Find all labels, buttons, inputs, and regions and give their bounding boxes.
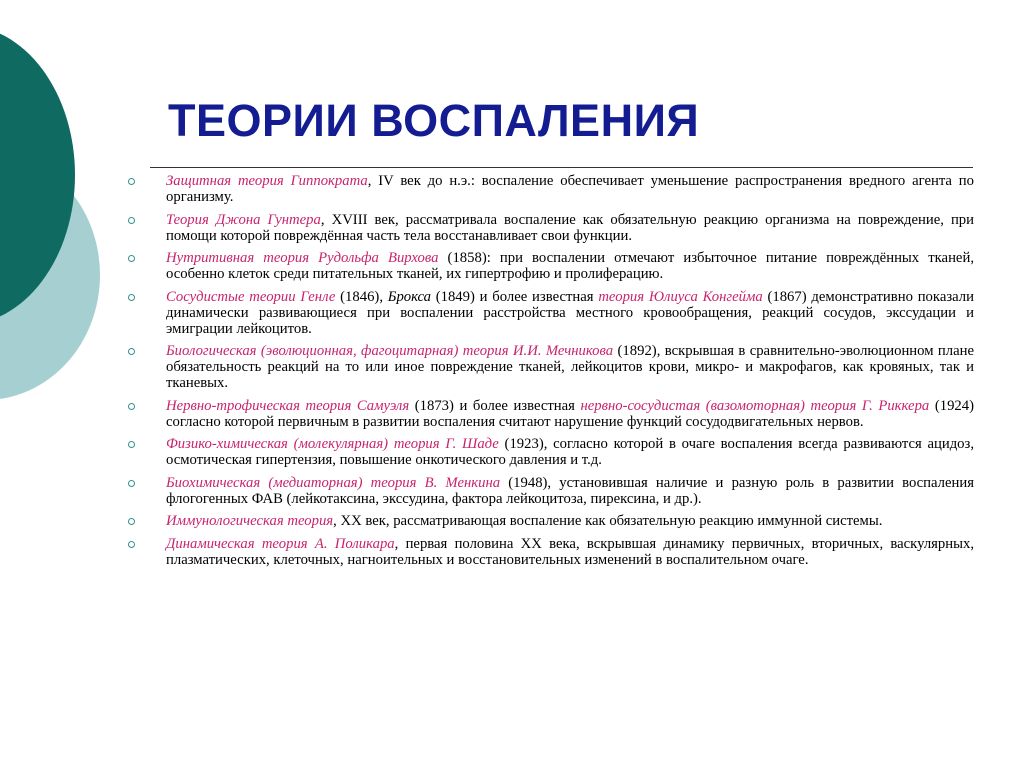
theory-description: (1892), вскрывшая в сравнительно-эволюционном плане обязательность реакций на то или иное повреждение тканей, лейкоцитов крови, микро- и макрофагов, как кровяных, так и тканевых. <box>166 343 975 391</box>
list-item <box>128 436 974 468</box>
bullet-icon <box>128 541 135 548</box>
bullet-icon <box>128 403 135 410</box>
theory-description: , первая половина XX века, вскрывшая динамику первичных, вторичных, васкулярных, плазматических, клеточных, нагноительных и восстановительных изменений в воспалительном очаге. <box>166 535 974 568</box>
bullet-icon <box>128 255 135 262</box>
list-item <box>128 289 974 337</box>
theory-description: , XVIII век, рассматривала воспаление как обязательную реакцию организма на повреждение, при помощи которой повреждённая часть тела восстанавливает свои функции. <box>166 211 975 244</box>
theory-name: Сосудистые теории Генле <box>166 288 336 305</box>
bullet-icon <box>128 480 135 487</box>
bullet-icon <box>128 217 135 224</box>
theory-description: (1846), <box>335 288 388 305</box>
bullet-icon <box>128 518 135 525</box>
bullet-icon <box>128 441 135 448</box>
list-item <box>128 513 974 529</box>
list-item <box>128 343 974 391</box>
theory-name: Нервно-трофическая теория Самуэля <box>166 397 410 414</box>
theory-description: (1948), установившая наличие и разную роль в развитии воспаления флогогенных ФАВ (лейкотаксина, экссудина, фактора лейкоцитоза, пирексина, и др.). <box>166 474 975 507</box>
theory-name: Биологическая (эволюционная, фагоцитарная) теория И.И. Мечникова <box>166 343 614 359</box>
theory-description: , IV век до н.э.: воспаление обеспечивает уменьшение распространения вредного агента по организму. <box>166 173 974 205</box>
theory-name: нервно-сосудистая (вазомоторная) теория Г. Риккера <box>580 397 930 414</box>
slide-title: ТЕОРИИ ВОСПАЛЕНИЯ <box>168 95 700 146</box>
theory-name: Нутритивная теория Рудольфа Вирхова <box>166 250 439 266</box>
list-item <box>128 173 974 205</box>
author-name: Брокса <box>387 288 431 305</box>
theory-description: (1923), согласно которой в очаге воспаления всегда развиваются ацидоз, осмотическая гипертензия, повышение онкотического давления и т.д. <box>166 436 974 468</box>
theory-name: Динамическая теория А. Поликара <box>166 535 395 552</box>
theory-list <box>128 173 974 574</box>
theory-name: Иммунологическая теория <box>166 513 334 529</box>
theory-description: (1858): при воспалении отмечают избыточное питание повреждённых тканей, особенно клеток среди питательных тканей, их гипертрофию и пролиферацию. <box>166 250 974 282</box>
theory-description: , XX век, рассматривающая воспаление как обязательную реакцию иммунной системы. <box>333 513 883 529</box>
theory-name: Теория Джона Гунтера <box>166 211 321 228</box>
list-item <box>128 536 974 568</box>
title-divider <box>150 167 973 168</box>
bullet-icon <box>128 294 135 301</box>
list-item <box>128 212 974 244</box>
bullet-icon <box>128 178 135 185</box>
list-item <box>128 475 974 507</box>
theory-name: Биохимическая (медиаторная) теория В. Менкина <box>166 474 501 491</box>
theory-description: (1849) и более известная <box>430 288 599 305</box>
list-item <box>128 398 974 430</box>
theory-description: (1873) и более известная <box>409 397 581 414</box>
bullet-icon <box>128 348 135 355</box>
theory-name: Физико-химическая (молекулярная) теория Г. Шаде <box>166 436 499 452</box>
theory-description: (1867) демонстративно показали динамически развивающиеся при воспалении расстройства местного кровообращения, реакций сосудов, экссудации и эмиграции лейкоцитов. <box>166 288 974 337</box>
theory-name: Защитная теория Гиппократа <box>166 173 368 189</box>
list-item <box>128 250 974 282</box>
theory-description: (1924) согласно которой первичным в развитии воспаления считают нарушение функций сосудодвигательных нервов. <box>166 397 974 430</box>
theory-name: теория Юлиуса Конгейма <box>598 288 763 305</box>
